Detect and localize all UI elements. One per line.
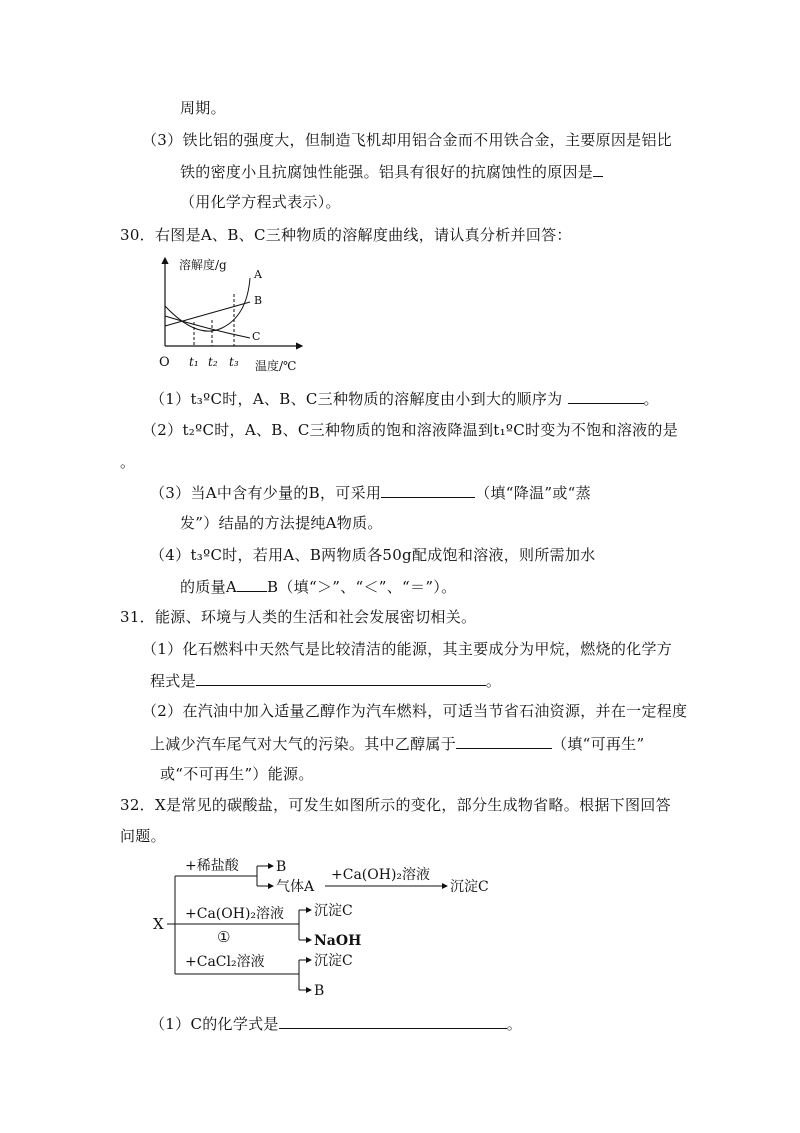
reaction-flow-diagram [145,848,525,1004]
y-axis-label: 溶解度/g [179,258,227,272]
curve-b [165,302,250,326]
text-line: 。 [120,453,136,471]
product-precipitate-c: 沉淀C [314,953,353,969]
text-line: 上减少汽车尾气对大气的污染。其中乙醇属于 （填“可再生” [150,735,645,753]
question-30: 30．右图是A、B、C三种物质的溶解度曲线，请认真分析并回答： [120,226,572,244]
product-naoh: NaOH [314,933,362,949]
curve-c [165,316,250,338]
product-b: B [276,859,287,875]
answer-blank[interactable] [237,576,267,592]
curve-a [165,278,250,331]
text-line: （3）铁比铝的强度大，但制造飞机却用铝合金而不用铁合金，主要原因是铝比 [142,131,673,149]
answer-blank[interactable] [279,1013,507,1029]
node-x: X [153,915,164,933]
tick-label: t₂ [208,355,218,369]
curve-label-c: C [252,330,261,343]
answer-blank[interactable] [456,733,552,749]
question-30-3: （3）当A中含有少量的B，可采用 （填“降温”或“蒸 [150,484,591,502]
reaction-number: ① [217,928,231,946]
question-32: 32．X是常见的碳酸盐，可发生如图所示的变化，部分生成物省略。根据下图回答 [120,796,671,814]
reagent-caoh2: +Ca(OH)₂溶液 [331,867,431,883]
product-b: B [314,983,325,999]
text-line: 程式是 。 [150,672,502,690]
question-31: 31．能源、环境与人类的生活和社会发展密切相关。 [120,608,477,626]
curve-label-b: B [254,294,263,307]
tick-label: t₃ [229,355,239,369]
origin-label: O [159,355,170,370]
text-line: （用化学方程式表示）。 [180,193,341,211]
answer-blank[interactable] [196,670,486,686]
text-line: 周期。 [180,99,226,117]
question-30-4: （4）t₃ºC时，若用A、B两物质各50g配成饱和溶液，则所需加水 [150,546,596,564]
question-31-1: （1）化石燃料中天然气是比较清洁的能源，其主要成分为甲烷，燃烧的化学方 [142,640,673,658]
text-line: 铁的密度小且抗腐蚀性能强。铝具有很好的抗腐蚀性的原因是 [180,161,603,182]
answer-blank[interactable] [568,388,644,404]
question-31-2: （2）在汽油中加入适量乙醇作为汽车燃料，可适当节省石油资源，并在一定程度 [142,702,688,720]
node-gas-a: 气体A [276,879,315,895]
answer-blank[interactable] [593,161,603,177]
product-precipitate-c: 沉淀C [450,879,489,895]
solubility-curve-graph [152,254,332,376]
question-32-1: （1）C的化学式是 。 [150,1015,523,1033]
text-line: 的质量A B（填“＞”、“＜”、“＝”）。 [180,578,457,596]
question-30-1: （1）t₃ºC时，A、B、C三种物质的溶解度由小到大的顺序为 。 [150,390,659,408]
text-line: 发”）结晶的方法提纯A物质。 [180,514,383,532]
text-line: 或“不可再生”）能源。 [160,765,314,783]
question-30-2: （2）t₂ºC时，A、B、C三种物质的饱和溶液降温到t₁ºC时变为不饱和溶液的是 [142,421,679,439]
text-line: 问题。 [120,827,166,845]
product-precipitate-c: 沉淀C [314,903,353,919]
reagent-hcl: +稀盐酸 [185,858,239,874]
reagent-caoh2: +Ca(OH)₂溶液 [185,906,285,922]
answer-blank[interactable] [381,482,475,498]
curve-label-a: A [254,268,262,281]
tick-label: t₁ [189,355,199,369]
x-axis-label: 温度/℃ [255,359,297,373]
reagent-cacl2: +CaCl₂溶液 [185,954,265,970]
